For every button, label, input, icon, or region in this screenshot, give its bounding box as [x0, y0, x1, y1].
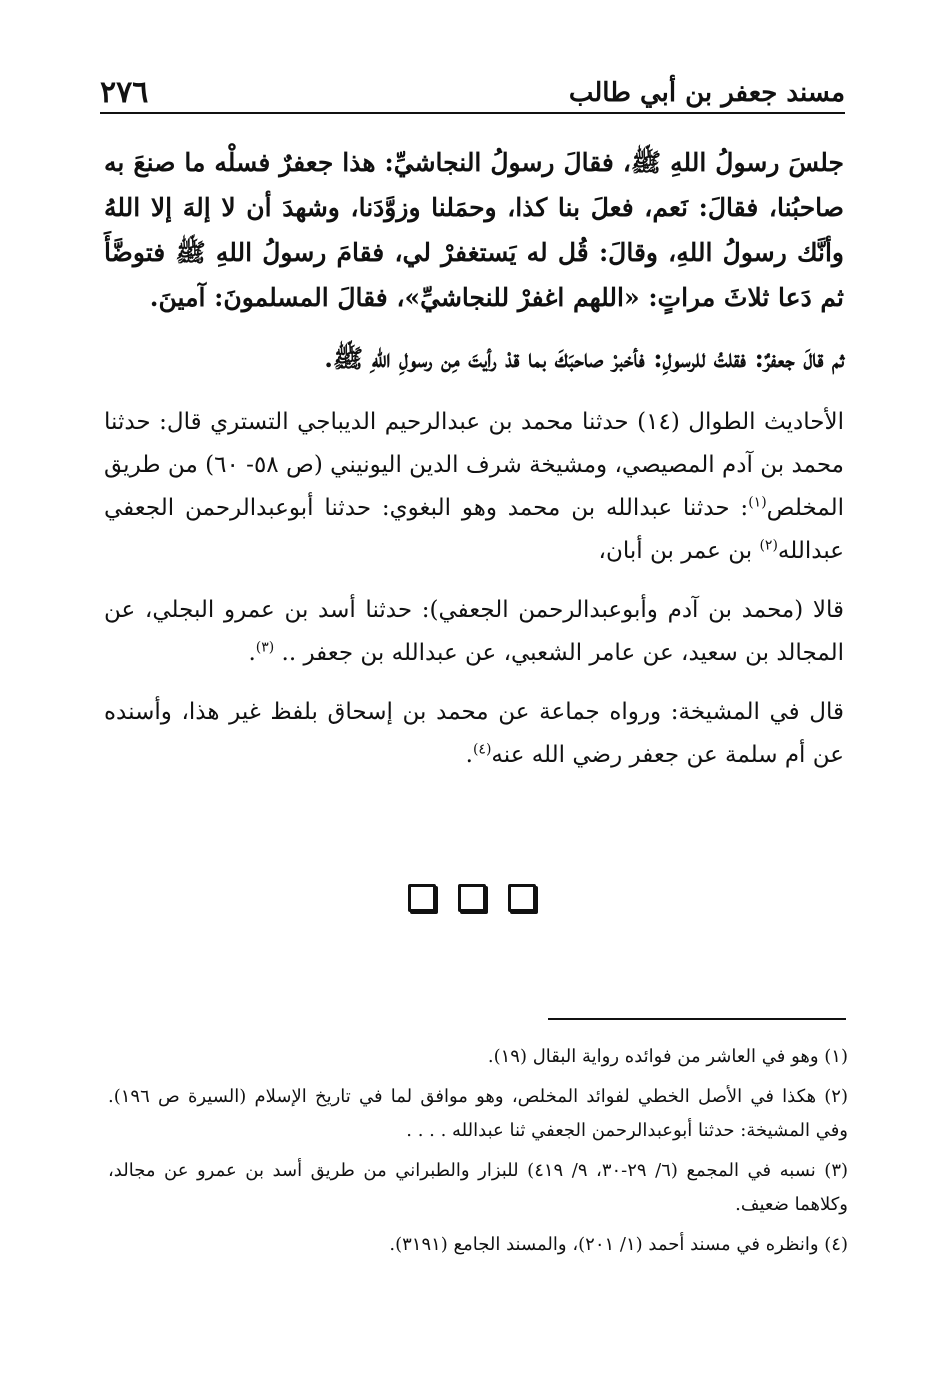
- square-ornament-icon: [458, 884, 486, 912]
- paragraph-3-text-b: : حدثنا عبدالله بن محمد وهو البغوي: حدثنا أبوعبدالرحمن الجعفي عبدالله: [104, 495, 844, 564]
- footnote-ref-1[interactable]: (١): [748, 494, 767, 511]
- paragraph-4-text-b: .: [248, 640, 256, 666]
- page-number: ٢٧٦: [100, 75, 149, 110]
- footnote-ref-2[interactable]: (٢): [759, 537, 778, 554]
- page-header: [100, 72, 845, 114]
- footnote-1: (١) وهو في العاشر من فوائده رواية البقال (١٩).: [487, 1046, 848, 1067]
- paragraph-5-text-b: .: [465, 742, 473, 768]
- paragraph-5: [104, 691, 844, 777]
- square-ornament-icon: [508, 884, 536, 912]
- section-separator: [0, 884, 943, 912]
- paragraph-4: [104, 589, 844, 675]
- footnote-2: (٢) هكذا في الأصل الخطي لفوائد المخلص، وهو موافق لما في تاريخ الإسلام (السيرة ص ١٩٦). وفي المشيخة: حدثنا أبوعبدالرحمن الجعفي ثنا عبدالله . . . .: [108, 1086, 848, 1141]
- paragraph-5-text-a: قال في المشيخة: ورواه جماعة عن محمد بن إسحاق بلفظ غير هذا، وأسنده عن أم سلمة عن جعفر رضي الله عنه: [104, 699, 844, 768]
- paragraph-4-text-a: قالا (محمد بن آدم وأبوعبدالرحمن الجعفي): حدثنا أسد بن عمرو البجلي، عن المجالد بن سعيد، عن عامر الشعبي، عن عبدالله بن جعفر ..: [104, 597, 844, 666]
- paragraph-2: ثم قالَ جعفرٌ: فقلتُ للرسولِ: فأخبرْ صاحبَكَ بما قدْ رأيتَ مِن رسولِ اللهِ ﷺ.: [324, 344, 844, 373]
- square-ornament-icon: [408, 884, 436, 912]
- running-title: مسند جعفر بن أبي طالب: [568, 78, 845, 108]
- paragraph-3: [104, 401, 844, 573]
- paragraph-3-text-c: بن عمر بن أبان،: [598, 538, 760, 564]
- footnote-3: (٣) نسبه في المجمع (٦/ ٢٩-٣٠، ٩/ ٤١٩) للبزار والطبراني من طريق أسد بن عمرو عن مجالد، وكلاهما ضعيف.: [108, 1160, 849, 1215]
- footnotes: [108, 1040, 848, 1268]
- footnote-ref-3[interactable]: (٣): [255, 639, 275, 656]
- footnote-ref-4[interactable]: (٤): [472, 741, 492, 758]
- main-text: [104, 140, 844, 777]
- paragraph-3-text-a: الأحاديث الطوال (١٤) حدثنا محمد بن عبدالرحيم الديباجي التستري قال: حدثنا محمد بن آدم المصيصي، ومشيخة شرف الدين اليونيني (ص ٥٨- ٦٠) من طريق المخلص: [104, 409, 844, 521]
- paragraph-1: جلسَ رسولُ اللهِ ﷺ، فقالَ رسولُ النجاشيِّ: هذا جعفرٌ فسلْه ما صنعَ به صاحبُنا، فقالَ: نَعم، فعلَ بنا كذا، وحمَلنا وزوَّدَنا، وشهدَ أن لا إلهَ إلا اللهُ وأنَّك رسولُ اللهِ، وقالَ: قُل له يَستغفرْ لي، فقامَ رسولُ اللهِ ﷺ فتوضَّأَ ثم دَعا ثلاثَ مراتٍ: «اللهم اغفرْ للنجاشيِّ»، فقالَ المسلمونَ: آمينَ.: [104, 148, 844, 312]
- footnote-4: (٤) وانظره في مسند أحمد (١/ ٢٠١)، والمسند الجامع (٣١٩١).: [389, 1234, 848, 1255]
- footnote-divider: [548, 1018, 846, 1020]
